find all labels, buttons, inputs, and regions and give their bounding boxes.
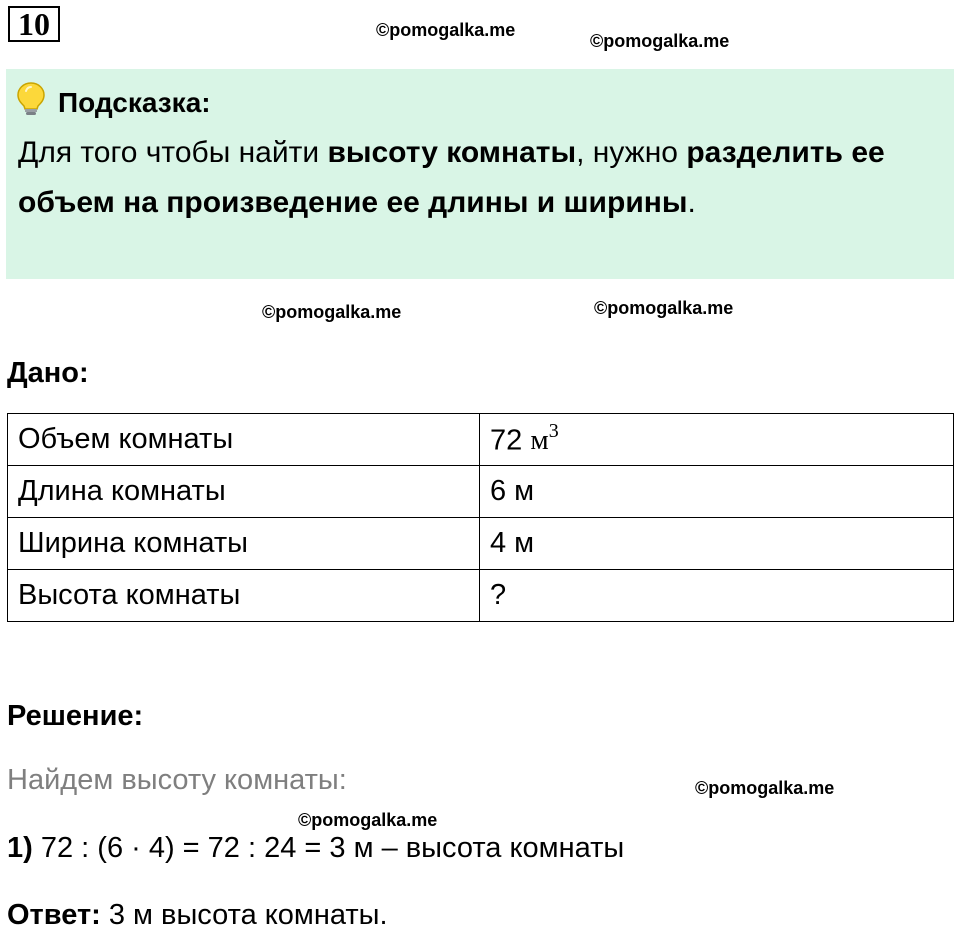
watermark: ©pomogalka.me	[695, 778, 835, 798]
table-cell-value: ?	[480, 570, 954, 622]
watermark: ©pomogalka.me	[594, 298, 734, 318]
hint-text	[18, 128, 943, 228]
watermark: ©pomogalka.me	[376, 20, 516, 40]
hint-text-bold: разделить ее объем на произведение ее длины и ширины	[18, 136, 885, 219]
step-number: 1)	[7, 832, 33, 864]
hint-text-plain: , нужно	[576, 136, 687, 169]
hint-title-text: Подсказка:	[58, 86, 211, 118]
unit-exponent: 3	[548, 419, 559, 442]
table-row	[8, 466, 954, 518]
task-number: 10	[8, 6, 60, 42]
watermark: ©pomogalka.me	[298, 810, 438, 830]
table-row	[8, 570, 954, 622]
unit-m: м	[530, 424, 549, 457]
hint-text-plain: .	[687, 186, 696, 219]
given-table	[7, 413, 954, 622]
hint-title	[16, 81, 211, 124]
hint-text-plain: Для того чтобы найти	[18, 136, 328, 169]
table-cell-value: 6 м	[480, 466, 954, 518]
solution-intro: Найдем высоту комнаты:	[7, 764, 347, 796]
solution-heading: Решение:	[7, 700, 144, 732]
table-cell-label: Ширина комнаты	[8, 518, 480, 570]
table-cell-label: Объем комнаты	[8, 414, 480, 466]
answer-line	[7, 899, 388, 932]
table-cell-label: Длина комнаты	[8, 466, 480, 518]
table-cell-value: 4 м	[480, 518, 954, 570]
table-cell-value	[480, 414, 954, 466]
table-row	[8, 518, 954, 570]
given-heading: Дано:	[7, 357, 89, 389]
table-cell-label: Высота комнаты	[8, 570, 480, 622]
volume-number: 72	[490, 424, 523, 457]
table-row	[8, 414, 954, 466]
watermark: ©pomogalka.me	[262, 302, 402, 322]
lightbulb-icon	[16, 81, 46, 124]
hint-text-bold: высоту комнаты	[327, 136, 577, 169]
answer-label: Ответ:	[7, 899, 101, 931]
solution-step	[7, 832, 624, 865]
volume-unit	[530, 419, 559, 457]
step-text: 72 : (6 · 4) = 72 : 24 = 3 м – высота комнаты	[32, 832, 625, 864]
watermark: ©pomogalka.me	[590, 31, 730, 51]
answer-text: 3 м высота комнаты.	[100, 899, 388, 931]
